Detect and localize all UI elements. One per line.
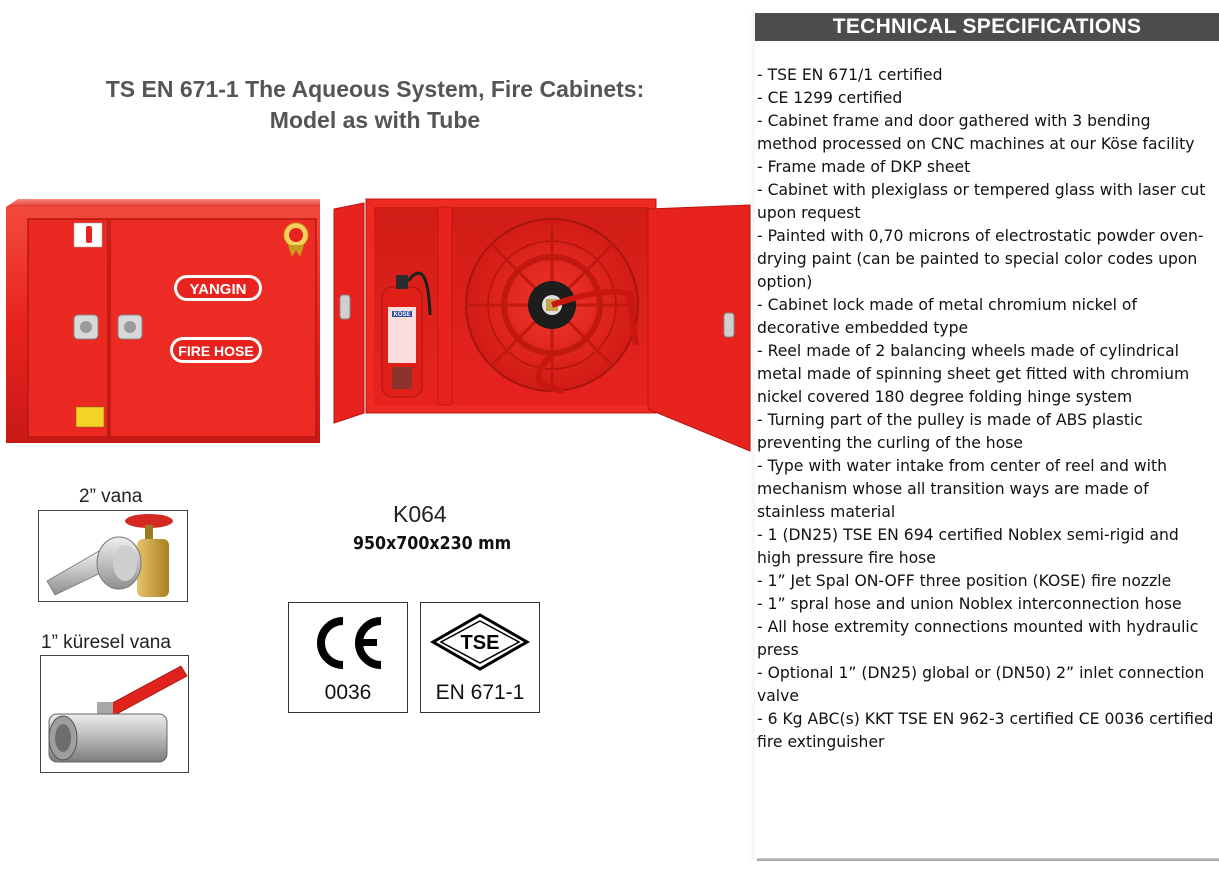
spec-item: - Cabinet with plexiglass or tempered glass with laser cut upon request xyxy=(757,181,1206,222)
spec-item: - Reel made of 2 balancing wheels made of cylindrical metal made of spinning sheet get fitted with chromium nickel covered 180 degree folding hinge system xyxy=(757,342,1190,406)
spec-item: - Cabinet frame and door gathered with 3 bending method processed on CNC machines at our Köse facility xyxy=(757,112,1195,153)
tse-mark-icon xyxy=(429,611,531,673)
yangin-label: YANGIN xyxy=(189,281,247,298)
model-dimensions: 950x700x230 mm xyxy=(353,533,512,554)
title-line-1: TS EN 671-1 The Aqueous System, Fire Cabinets: xyxy=(105,76,645,102)
spec-item: - Frame made of DKP sheet xyxy=(757,158,971,176)
extinguisher-brand: KÖSE xyxy=(393,312,411,318)
spec-item: - CE 1299 certified xyxy=(757,89,903,107)
ball-valve-image-box xyxy=(40,655,189,773)
tse-mark-text: TSE xyxy=(460,632,500,654)
ball-valve-icon xyxy=(41,656,188,772)
page-title xyxy=(40,74,710,136)
spec-item: - 1” Jet Spal ON-OFF three position (KOSE) fire nozzle xyxy=(757,572,1172,590)
spec-header: TECHNICAL SPECIFICATIONS xyxy=(755,13,1219,41)
spec-list xyxy=(757,64,1215,754)
spec-item: - 1 (DN25) TSE EN 694 certified Noblex semi-rigid and high pressure fire hose xyxy=(757,526,1179,567)
valve-label-2in: 2” vana xyxy=(79,486,143,507)
title-line-2: Model as with Tube xyxy=(269,107,481,133)
closed-cabinet-image xyxy=(2,195,324,447)
spec-item: - TSE EN 671/1 certified xyxy=(757,66,943,84)
tse-cert-box xyxy=(420,602,540,713)
spec-item: - 1” spral hose and union Noblex interconnection hose xyxy=(757,595,1182,613)
spec-item: - Optional 1” (DN25) global or (DN50) 2” inlet connection valve xyxy=(757,664,1205,705)
model-code: K064 xyxy=(393,501,447,527)
gate-valve-icon xyxy=(39,511,187,601)
spec-item: - Cabinet lock made of metal chromium nickel of decorative embedded type xyxy=(757,296,1137,337)
spec-panel-shadow xyxy=(747,13,755,861)
valve-label-1in-ball: 1” küresel vana xyxy=(41,632,171,653)
ce-mark-icon xyxy=(311,615,385,671)
ce-cert-number: 0036 xyxy=(324,681,372,704)
spec-item: - Painted with 0,70 microns of electrostatic powder oven-drying paint (can be painted to special color codes upon option) xyxy=(757,227,1204,291)
spec-item: - Type with water intake from center of reel and with mechanism whose all transition ways are made of stainless material xyxy=(757,457,1167,521)
ce-cert-box xyxy=(288,602,408,713)
spec-bottom-rule xyxy=(757,858,1219,861)
spec-item: - All hose extremity connections mounted with hydraulic press xyxy=(757,618,1199,659)
spec-item: - Turning part of the pulley is made of ABS plastic preventing the curling of the hose xyxy=(757,411,1143,452)
fire-hose-label: FIRE HOSE xyxy=(178,343,254,359)
tse-cert-standard: EN 671-1 xyxy=(435,681,525,704)
gate-valve-image-box xyxy=(38,510,188,602)
spec-item: - 6 Kg ABC(s) KKT TSE EN 962-3 certified CE 0036 certified fire extinguisher xyxy=(757,710,1214,751)
open-cabinet-image xyxy=(330,195,754,457)
